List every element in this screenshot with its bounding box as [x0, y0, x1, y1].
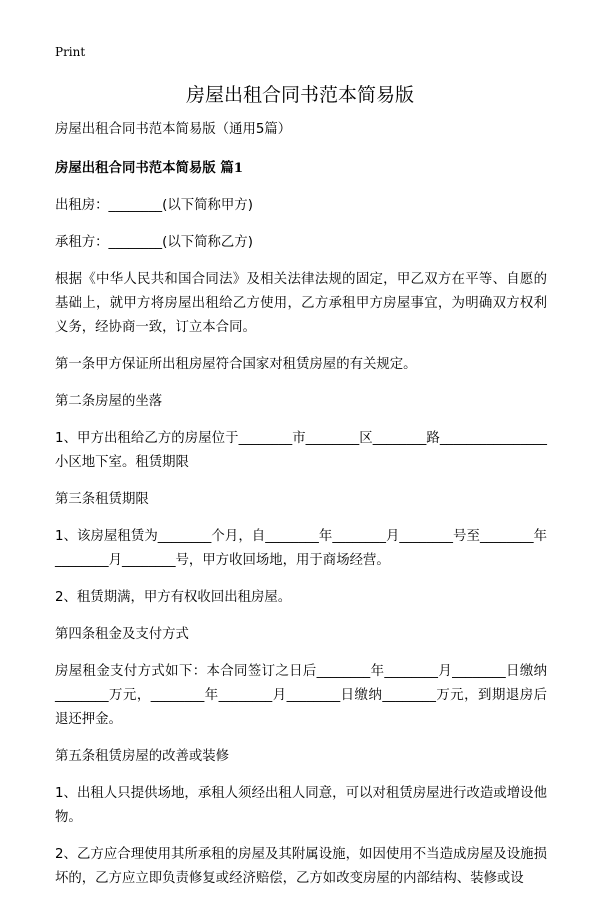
paragraph-article-5-item-1: 1、出租人只提供场地，承租人须经出租人同意，可以对租赁房屋进行改造或增设他物。 — [55, 786, 547, 825]
document-title: 房屋出租合同书范本简易版 — [185, 84, 414, 106]
paragraph-article-3-heading: 第三条租赁期限 — [55, 492, 149, 507]
paragraph-preamble: 根据《中华人民共和国合同法》及相关法律法规的固定，甲乙双方在平等、自愿的基础上，就甲方将房屋出租给乙方使用，乙方承租甲方房屋事宜，为明确双方权利义务，经协商一致，订立本合同。 — [55, 272, 547, 335]
paragraph-article-2-item-1: 1、甲方出租给乙方的房屋位于________市________区________路________________小区地下室。租赁期限 — [55, 431, 547, 470]
paragraph-article-4-heading: 第四条租金及支付方式 — [55, 627, 189, 642]
document-body — [55, 118, 547, 904]
document-subtitle: 房屋出租合同书范本简易版（通用5篇） — [55, 122, 292, 137]
print-link[interactable]: Print — [55, 45, 86, 59]
paragraph-article-3-item-2: 2、租赁期满，甲方有权收回出租房屋。 — [55, 590, 292, 605]
paragraph-lessee: 承租方：________(以下简称乙方) — [55, 235, 253, 250]
paragraph-article-5-item-2: 2、乙方应合理使用其所承租的房屋及其附属设施，如因使用不当造成房屋及设施损坏的，乙方应立即负责修复或经济赔偿，乙方如改变房屋的内部结构、装修或设 — [55, 847, 547, 886]
paragraph-lessor: 出租房：________(以下简称甲方) — [55, 198, 253, 213]
paragraph-article-4-body: 房屋租金支付方式如下：本合同签订之日后________年________月________日缴纳________万元，________年________月________日缴纳________万元，到期退房后退还押金。 — [55, 664, 547, 727]
paragraph-article-2-heading: 第二条房屋的坐落 — [55, 394, 163, 409]
section-heading: 房屋出租合同书范本简易版 篇1 — [55, 160, 244, 176]
paragraph-article-5-heading: 第五条租赁房屋的改善或装修 — [55, 749, 230, 764]
paragraph-article-3-item-1: 1、该房屋租赁为________个月，自________年________月________号至________年________月________号，甲方收回场地，用于商场经营。 — [55, 529, 547, 568]
paragraph-article-1: 第一条甲方保证所出租房屋符合国家对租赁房屋的有关规定。 — [55, 357, 417, 372]
